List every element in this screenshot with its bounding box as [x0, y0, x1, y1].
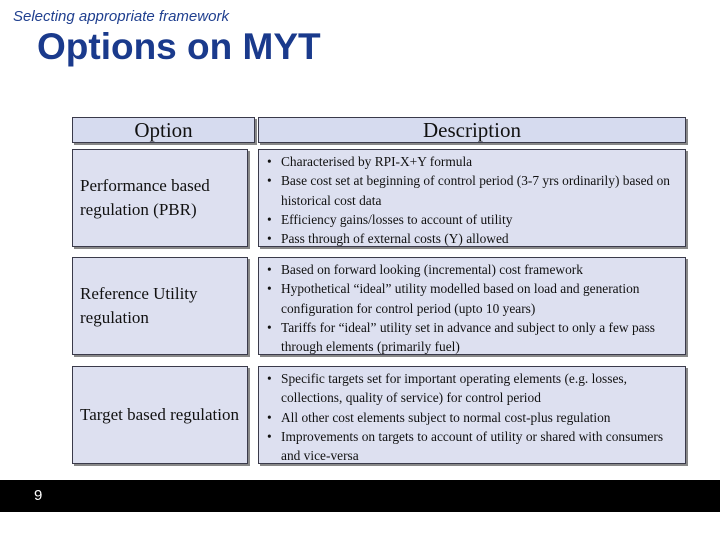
bullet-icon: •	[267, 281, 272, 297]
bullet-icon: •	[267, 319, 272, 335]
table-row-option	[72, 149, 248, 247]
bullet-icon: •	[267, 371, 272, 386]
slide-title: Options on MYT	[37, 26, 321, 67]
list-item: • Based on forward looking (incremental) cost framework	[264, 260, 679, 279]
bullet-icon: •	[267, 428, 272, 444]
list-item: • All other cost elements subject to normal cost-plus regulation	[264, 408, 679, 427]
bullet-icon: •	[267, 154, 272, 169]
column-header-description: Description	[258, 117, 686, 143]
option-label: Target based regulation	[80, 405, 239, 424]
bullet-icon: •	[267, 409, 272, 425]
table-row-description	[258, 257, 686, 355]
list-item: • Hypothetical “ideal” utility modelled based on load and generation configuration for control period (upto 10 years)	[267, 281, 640, 316]
bullet-icon: •	[267, 211, 272, 227]
table-row-description	[258, 366, 686, 464]
list-item: • Tariffs for “ideal” utility set in advance and subject to only a few pass through elements (primarily fuel)	[267, 319, 656, 355]
footer-bar	[0, 480, 720, 512]
list-item: • Improvements on targets to account of utility or shared with consumers and vice-versa	[267, 428, 664, 464]
table-row-option	[72, 366, 248, 464]
list-item: • Characterised by RPI-X+Y formula	[264, 152, 679, 171]
option-label: Performance based regulation (PBR)	[80, 176, 210, 219]
table-row-description	[258, 149, 686, 247]
table-row-option	[72, 257, 248, 355]
bullet-icon: •	[267, 231, 272, 247]
list-item: • Base cost set at beginning of control period (3-7 yrs ordinarily) based on historical cost data	[267, 173, 670, 208]
column-header-option: Option	[72, 117, 255, 143]
list-item: • Efficiency gains/losses to account of utility	[264, 210, 679, 229]
bullet-icon: •	[267, 262, 272, 277]
section-subtitle: Selecting appropriate framework	[13, 8, 229, 25]
list-item: • Pass through of external costs (Y) allowed	[264, 229, 679, 248]
page-number: 9	[34, 487, 43, 504]
list-item: • Specific targets set for important operating elements (e.g. losses, collections, quality of service) for control period	[267, 371, 627, 406]
option-label: Reference Utility regulation	[80, 284, 198, 327]
bullet-icon: •	[267, 173, 272, 189]
